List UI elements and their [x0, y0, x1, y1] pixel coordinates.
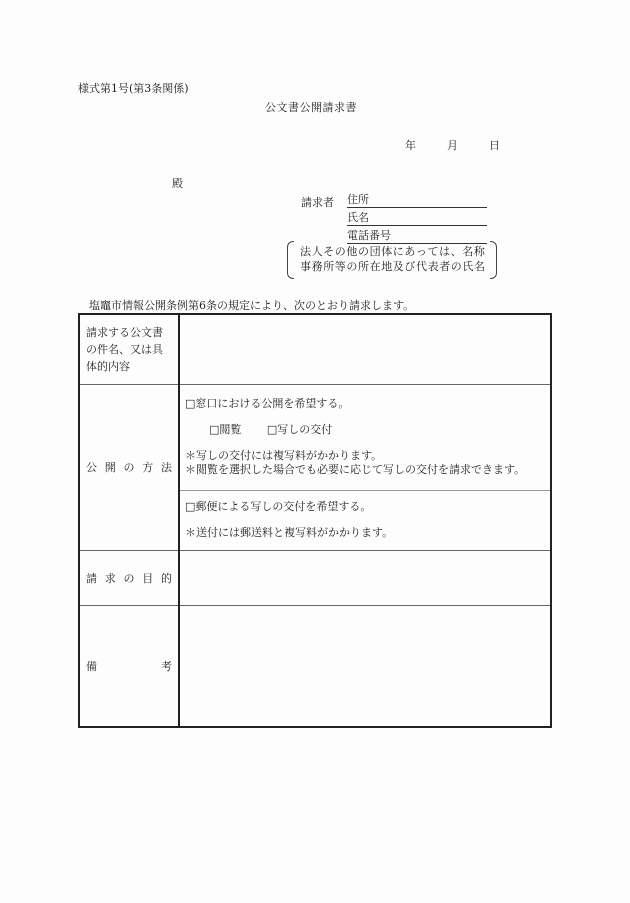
right-bracket: [490, 241, 497, 279]
purpose-input[interactable]: [179, 550, 551, 605]
address-field[interactable]: [347, 193, 487, 208]
view-checkbox[interactable]: □閲覧: [209, 423, 242, 436]
date-day: 日: [489, 139, 500, 152]
corporate-note-line2: 事務所等の所在地及び代表者の氏名: [300, 260, 486, 273]
purpose-label: 請 求 の 目 的: [79, 550, 179, 605]
row-remarks: [79, 605, 551, 727]
remarks-input[interactable]: [179, 605, 551, 727]
subject-input[interactable]: [179, 314, 551, 384]
date-month: 月: [447, 139, 458, 152]
copy-fee-note: ＊写しの交付には複写料がかかります。: [185, 449, 383, 462]
method-label: 公 開 の 方 法: [79, 384, 179, 550]
requester-label: 請求者: [301, 196, 334, 209]
form-number: 様式第1号(第3条関係): [78, 82, 189, 95]
address-label: 住所: [347, 193, 369, 206]
request-form-table: [78, 313, 552, 728]
document-title: 公文書公開請求書: [265, 101, 357, 114]
date-year: 年: [405, 139, 416, 152]
row-method-counter: [79, 384, 551, 490]
left-bracket: [287, 241, 294, 279]
name-field[interactable]: [347, 211, 487, 226]
corporate-note: [287, 241, 497, 277]
counter-checkbox[interactable]: □窓口における公開を希望する。: [185, 397, 350, 410]
row-subject: [79, 314, 551, 384]
name-label: 氏名: [347, 211, 369, 224]
view-copy-note: ＊閲覧を選択した場合でも必要に応じて写しの交付を請求できます。: [185, 463, 526, 476]
copy-checkbox[interactable]: □写しの交付: [266, 423, 333, 436]
phone-label: 電話番号: [347, 229, 391, 242]
subject-label: 請求する公文書 の件名、又は具 体的内容: [79, 314, 179, 384]
mail-checkbox[interactable]: □郵便による写しの交付を希望する。: [185, 500, 372, 513]
addressee: 殿: [172, 177, 183, 190]
row-purpose: [79, 550, 551, 605]
corporate-note-line1: 法人その他の団体にあっては、名称: [300, 245, 486, 258]
counter-option-cell: [179, 384, 551, 490]
remarks-label: 備 考: [79, 605, 179, 727]
date-field[interactable]: [405, 137, 500, 153]
intro-statement: 塩竈市情報公開条例第6条の規定により、次のとおり請求します。: [89, 299, 415, 312]
mail-option-cell: [179, 490, 551, 550]
mail-fee-note: ＊送付には郵送料と複写料がかかります。: [185, 526, 394, 539]
